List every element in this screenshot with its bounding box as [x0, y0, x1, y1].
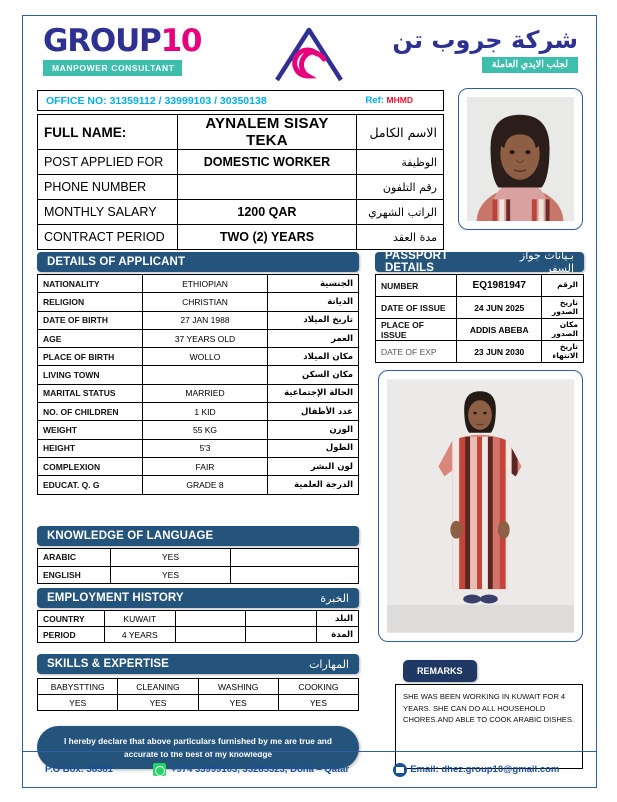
footer-email	[393, 763, 559, 777]
info-label: PHONE NUMBER	[38, 175, 178, 200]
section-header-details-of-applicant	[37, 252, 359, 272]
row-arabic-label: تاريخ الصدور	[542, 297, 584, 319]
section-title-ar: المهارات	[309, 657, 349, 671]
row-value: 4 YEARS	[105, 627, 176, 643]
row-label: DATE OF ISSUE	[376, 297, 457, 319]
document-footer	[23, 751, 596, 787]
row-label: MARITAL STATUS	[38, 384, 143, 402]
table-row	[376, 297, 584, 319]
row-value: ADDIS ABEBA	[457, 319, 542, 341]
skill-value: YES	[278, 695, 358, 711]
table-row	[38, 476, 359, 494]
table-row	[38, 366, 359, 384]
row-value: 1 KID	[143, 403, 268, 421]
row-value: FAIR	[143, 457, 268, 475]
row-value: ETHIOPIAN	[143, 275, 268, 293]
info-arabic-label: رقم التلفون	[357, 175, 444, 200]
section-title-ar: بـيانات جواز السفر	[519, 249, 574, 275]
row-blank-2	[246, 611, 317, 627]
table-row	[38, 175, 444, 200]
row-label: WEIGHT	[38, 421, 143, 439]
table-row	[38, 329, 359, 347]
row-arabic-label: تاريخ الانتهاء	[542, 341, 584, 363]
row-label: ENGLISH	[38, 566, 111, 584]
info-value	[177, 175, 357, 200]
row-label: RELIGION	[38, 293, 143, 311]
whatsapp-icon	[153, 763, 166, 776]
skill-value: YES	[118, 695, 198, 711]
row-label: ARABIC	[38, 549, 111, 567]
row-label: NUMBER	[376, 275, 457, 297]
row-value: 23 JUN 2030	[457, 341, 542, 363]
row-arabic-label: لون البشر	[268, 457, 359, 475]
row-arabic-label: الديانة	[268, 293, 359, 311]
info-arabic-label: الاسم الكامل	[357, 115, 444, 150]
cv-document	[22, 15, 597, 788]
info-value: 1200 QAR	[177, 200, 357, 225]
full-body-photo-image	[387, 379, 574, 633]
logo-tagline: MANPOWER CONSULTANT	[43, 60, 182, 76]
skill-value: YES	[198, 695, 278, 711]
passport-photo-image	[467, 97, 574, 221]
row-label: AGE	[38, 329, 143, 347]
row-arabic-label: الحالة الإجتماعية	[268, 384, 359, 402]
row-value: 24 JUN 2025	[457, 297, 542, 319]
table-row	[376, 319, 584, 341]
row-arabic-label: البلد	[316, 611, 358, 627]
table-row	[38, 566, 359, 584]
row-value: 5'3	[143, 439, 268, 457]
row-arabic-label: مكان السكن	[268, 366, 359, 384]
office-number-text: OFFICE NO: 31359112 / 33999103 / 30350138	[46, 94, 267, 107]
info-arabic-label: مدة العقد	[357, 225, 444, 250]
logo-main-text: GROUP	[43, 23, 161, 59]
row-value: YES	[111, 549, 231, 567]
table-row	[38, 275, 359, 293]
skill-value: YES	[38, 695, 118, 711]
row-arabic-label: العمر	[268, 329, 359, 347]
footer-phone	[153, 763, 349, 776]
row-value: 27 JAN 1988	[143, 311, 268, 329]
row-label: EDUCAT. Q. G	[38, 476, 143, 494]
skill-name: WASHING	[198, 679, 278, 695]
employment-history-table	[37, 610, 359, 643]
ref-label: Ref:	[365, 95, 384, 106]
logo-ten-text: 10	[160, 23, 202, 59]
row-label: PLACE OF BIRTH	[38, 348, 143, 366]
section-title-en: EMPLOYMENT HISTORY	[47, 592, 184, 604]
arabic-company-name: شركة جروب تن	[392, 26, 578, 54]
row-value	[143, 366, 268, 384]
section-title-en: KNOWLEDGE OF LANGUAGE	[47, 530, 214, 542]
table-row	[38, 627, 359, 643]
table-row	[38, 439, 359, 457]
row-label: PERIOD	[38, 627, 105, 643]
row-label: DATE OF BIRTH	[38, 311, 143, 329]
row-arabic-label: المدة	[316, 627, 358, 643]
info-label: FULL NAME:	[38, 115, 178, 150]
footer-phone-text: +974 33999103, 33285323, Doha – Qatar	[170, 764, 350, 775]
skill-name: COOKING	[278, 679, 358, 695]
row-arabic-label	[231, 566, 359, 584]
table-row	[38, 200, 444, 225]
info-label: POST APPLIED FOR	[38, 150, 178, 175]
info-value: DOMESTIC WORKER	[177, 150, 357, 175]
section-title-ar: الخبرة	[320, 591, 349, 605]
remarks-title-tab: REMARKS	[403, 660, 477, 682]
table-row	[38, 679, 359, 695]
row-label: NATIONALITY	[38, 275, 143, 293]
arabic-tagline: لجلب الايدي العاملة	[482, 57, 578, 73]
row-value: CHRISTIAN	[143, 293, 268, 311]
passport-photo	[458, 88, 583, 230]
row-value: 37 YEARS OLD	[143, 329, 268, 347]
row-arabic-label	[231, 549, 359, 567]
table-row	[38, 421, 359, 439]
table-row	[38, 293, 359, 311]
declaration-banner: I hereby declare that above particulars furnished by me are true and accurate to the best of my knowledge	[37, 726, 359, 769]
table-row	[38, 225, 444, 250]
row-value: 55 KG	[143, 421, 268, 439]
table-row	[38, 457, 359, 475]
row-arabic-label: الرقم	[542, 275, 584, 297]
section-header-skills-expertise	[37, 654, 359, 674]
row-value: KUWAIT	[105, 611, 176, 627]
row-arabic-label: عدد الأطفال	[268, 403, 359, 421]
skills-table	[37, 678, 359, 711]
row-blank-1	[175, 611, 246, 627]
section-header-employment-history	[37, 588, 359, 608]
info-label: CONTRACT PERIOD	[38, 225, 178, 250]
row-value: EQ1981947	[457, 275, 542, 297]
passport-details-table	[375, 274, 584, 363]
table-row	[38, 403, 359, 421]
row-arabic-label: مكان الميلاد	[268, 348, 359, 366]
row-label: COUNTRY	[38, 611, 105, 627]
row-value: YES	[111, 566, 231, 584]
arabic-company-header	[392, 26, 578, 73]
section-title-en: SKILLS & EXPERTISE	[47, 658, 169, 670]
footer-pobox: P.O Box: 38381	[45, 764, 113, 775]
section-header-passport-details	[375, 249, 584, 275]
full-body-photo	[378, 370, 583, 642]
office-number-bar	[37, 90, 444, 111]
table-row	[38, 348, 359, 366]
applicant-summary-table	[37, 114, 444, 250]
company-logo	[43, 24, 201, 76]
row-arabic-label: الطول	[268, 439, 359, 457]
row-arabic-label: الجنسية	[268, 275, 359, 293]
table-row	[38, 695, 359, 711]
row-arabic-label: مكان الصدور	[542, 319, 584, 341]
remarks-text-box: SHE WAS BEEN WORKING IN KUWAIT FOR 4 YEARS. SHE CAN DO ALL HOUSEHOLD CHORES.AND ABLE TO COOK ARABIC DISHES.	[395, 684, 583, 769]
info-label: MONTHLY SALARY	[38, 200, 178, 225]
row-blank-1	[175, 627, 246, 643]
table-row	[38, 150, 444, 175]
table-row	[38, 611, 359, 627]
row-label: COMPLEXION	[38, 457, 143, 475]
row-arabic-label: الدرجة العلمية	[268, 476, 359, 494]
section-title-en: DETAILS OF APPLICANT	[47, 256, 186, 268]
table-row	[38, 311, 359, 329]
row-value: GRADE 8	[143, 476, 268, 494]
ref-value: MHMD	[386, 95, 413, 105]
row-arabic-label: الوزن	[268, 421, 359, 439]
section-title-en: PASSPORT DETAILS	[385, 250, 449, 274]
row-label: HEIGHT	[38, 439, 143, 457]
email-icon	[393, 763, 407, 777]
info-value: TWO (2) YEARS	[177, 225, 357, 250]
row-label: NO. OF CHILDREN	[38, 403, 143, 421]
document-header	[23, 16, 596, 88]
reference-code	[365, 95, 413, 106]
info-value: AYNALEM SISAY TEKA	[177, 115, 357, 150]
skill-name: BABYSTTING	[38, 679, 118, 695]
language-table	[37, 548, 359, 584]
row-blank-2	[246, 627, 317, 643]
info-arabic-label: الوظيفة	[357, 150, 444, 175]
arch-swirl-logo-icon	[273, 24, 345, 82]
table-row	[38, 115, 444, 150]
section-header-knowledge-of-language	[37, 526, 359, 546]
table-row	[376, 341, 584, 363]
row-label: DATE OF EXP	[376, 341, 457, 363]
row-value: MARRIED	[143, 384, 268, 402]
skill-name: CLEANING	[118, 679, 198, 695]
table-row	[376, 275, 584, 297]
table-row	[38, 549, 359, 567]
row-label: PLACE OF ISSUE	[376, 319, 457, 341]
applicant-details-table	[37, 274, 359, 495]
row-label: LIVING TOWN	[38, 366, 143, 384]
row-value: WOLLO	[143, 348, 268, 366]
footer-email-text: Email: dhez.group10@gmail.com	[410, 764, 560, 775]
logo-wordmark	[43, 24, 201, 58]
info-arabic-label: الراتب الشهري	[357, 200, 444, 225]
row-arabic-label: تاريخ الميلاد	[268, 311, 359, 329]
table-row	[38, 384, 359, 402]
